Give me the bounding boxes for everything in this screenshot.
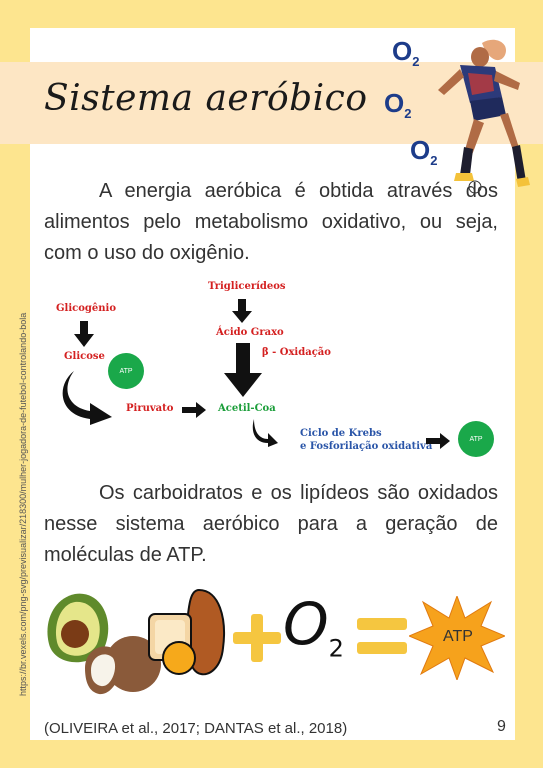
label-glicogenio: Glicogênio (56, 303, 116, 314)
page-number: 9 (497, 718, 506, 735)
metabolic-pathway-diagram (40, 275, 510, 465)
paragraph-oxidation: Os carboidratos e os lipídeos são oxidados nesse sistema aeróbico para a geração de moléculas de ATP. (44, 482, 498, 566)
citation: (OLIVEIRA et al., 2017; DANTAS et al., 2018) (44, 720, 348, 737)
arrow-right-icon (426, 433, 450, 449)
label-piruvato: Piruvato (126, 403, 174, 414)
arrow-down-icon (74, 321, 94, 347)
image-source-url: https://br.vexels.com/png-svg/previsualizar/218300/mulher-jogadora-de-futebol-controlando-bola (18, 312, 28, 696)
o2-label-1: $O_2$ (392, 36, 420, 70)
page-title: Sistema aeróbico (44, 78, 368, 119)
paragraph-aerobic-energy: A energia aeróbica é obtida através dos alimentos pelo metabolismo oxidativo, ou seja, com o uso do oxigênio. (44, 180, 498, 264)
o2-symbol: $O_2$ (283, 590, 344, 663)
plus-icon (233, 614, 281, 662)
arrow-down-large-icon (224, 343, 262, 397)
arrow-right-icon (182, 402, 206, 418)
label-beta-oxidacao: β - Oxidação (262, 347, 331, 358)
curved-arrow-small-icon (252, 419, 278, 447)
label-krebs-line1: Ciclo de Krebs (300, 428, 382, 439)
label-trigliceridios: Triglicerídeos (208, 281, 286, 292)
label-glicose: Glicose (64, 351, 105, 362)
atp-circle-1: ATP (108, 353, 144, 389)
o2-label-2: $O_2$ (384, 88, 412, 122)
atp-circle-2: ATP (458, 421, 494, 457)
atp-star-label: ATP (443, 628, 473, 645)
o2-label-3: $O_2$ (410, 135, 438, 169)
bread-icon (145, 588, 229, 678)
equals-icon (357, 618, 407, 656)
soccer-player-illustration (420, 35, 530, 195)
arrow-down-icon (232, 299, 252, 323)
label-acetil-coa: Acetil-Coa (218, 403, 276, 414)
label-acido-graxo: Ácido Graxo (216, 327, 284, 338)
curved-arrow-icon (62, 367, 124, 425)
label-krebs-line2: e Fosforilação oxidativa (300, 441, 433, 452)
